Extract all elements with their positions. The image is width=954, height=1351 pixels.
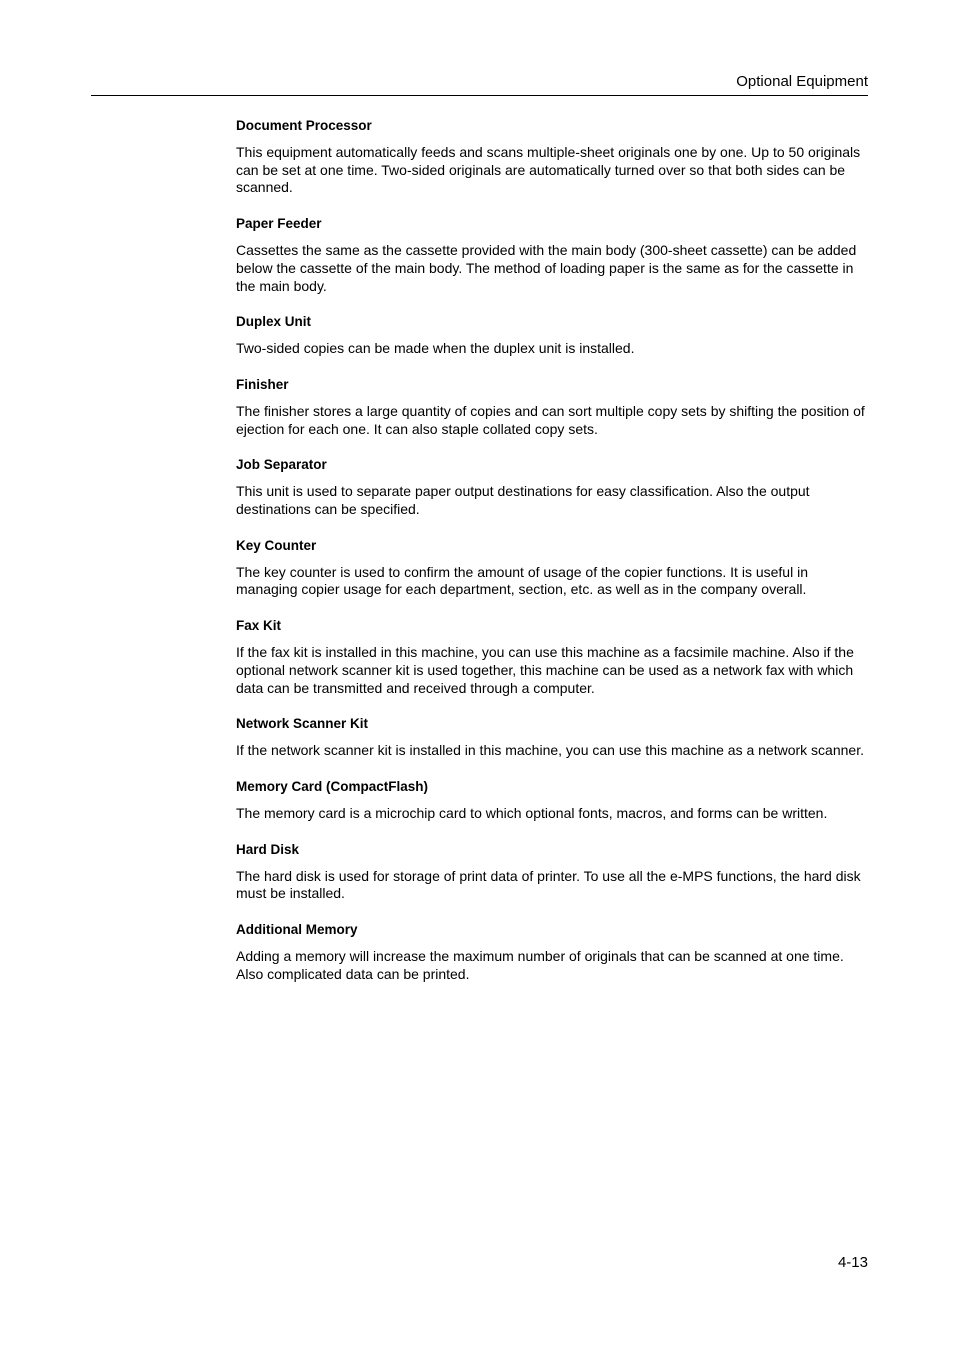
section-heading: Paper Feeder [236,216,322,232]
section-heading: Additional Memory [236,922,358,938]
section-body: The memory card is a microchip card to which optional fonts, macros, and forms can be written. [236,804,828,821]
section-body: Adding a memory will increase the maximum number of originals that can be scanned at one time. Also complicated data can be printed. [236,948,844,982]
page-number: 4-13 [837,1254,868,1271]
section-duplex-unit [236,313,868,358]
section-heading: Hard Disk [236,841,300,857]
section-body: The finisher stores a large quantity of copies and can sort multiple copy sets by shifting the position of ejection for each one. It can also staple collated copy sets. [236,402,865,437]
section-network-scanner-kit [236,715,868,760]
section-body: Cassettes the same as the cassette provided with the main body (300-sheet cassette) can be added below the cassette of the main body. The method of loading paper is the same as for the cassette in the main body. [236,242,857,294]
section-heading: Key Counter [236,537,317,553]
section-body: The hard disk is used for storage of print data of printer. To use all the e-MPS functions, the hard disk must be installed. [236,867,861,902]
section-heading: Duplex Unit [236,314,312,330]
section-job-separator [236,456,868,518]
section-body: The key counter is used to confirm the amount of usage of the copier functions. It is useful in managing copier usage for each department, section, etc. as well as in the company overall. [236,563,808,598]
section-heading: Document Processor [236,118,372,133]
section-paper-feeder [236,215,868,295]
section-body: Two-sided copies can be made when the duplex unit is installed. [236,340,635,357]
section-body: This equipment automatically feeds and scans multiple-sheet originals one by one. Up to 50 originals can be set at one time. Two-sided originals are automatically turned over so that both sides can be scanned. [236,144,861,196]
section-heading: Memory Card (CompactFlash) [236,778,429,794]
section-memory-card [236,778,868,823]
section-body: If the network scanner kit is installed in this machine, you can use this machine as a network scanner. [236,742,864,759]
main-content [236,117,868,1001]
section-fax-kit [236,617,868,697]
page-header [91,72,868,96]
section-body: If the fax kit is installed in this machine, you can use this machine as a facsimile machine. Also if the optional network scanner kit is used together, this machine can be used as a network fax with which data can be transmitted and received through a computer. [236,644,854,696]
section-hard-disk [236,841,868,903]
section-heading: Fax Kit [236,618,282,634]
section-heading: Network Scanner Kit [236,716,369,732]
section-finisher [236,376,868,438]
section-document-processor [236,117,868,197]
section-key-counter [236,537,868,599]
section-body: This unit is used to separate paper output destinations for easy classification. Also the output destinations can be specified. [236,483,810,518]
header-title: Optional Equipment [736,73,868,90]
section-additional-memory [236,921,868,983]
section-heading: Finisher [236,376,289,392]
section-heading: Job Separator [236,457,327,473]
